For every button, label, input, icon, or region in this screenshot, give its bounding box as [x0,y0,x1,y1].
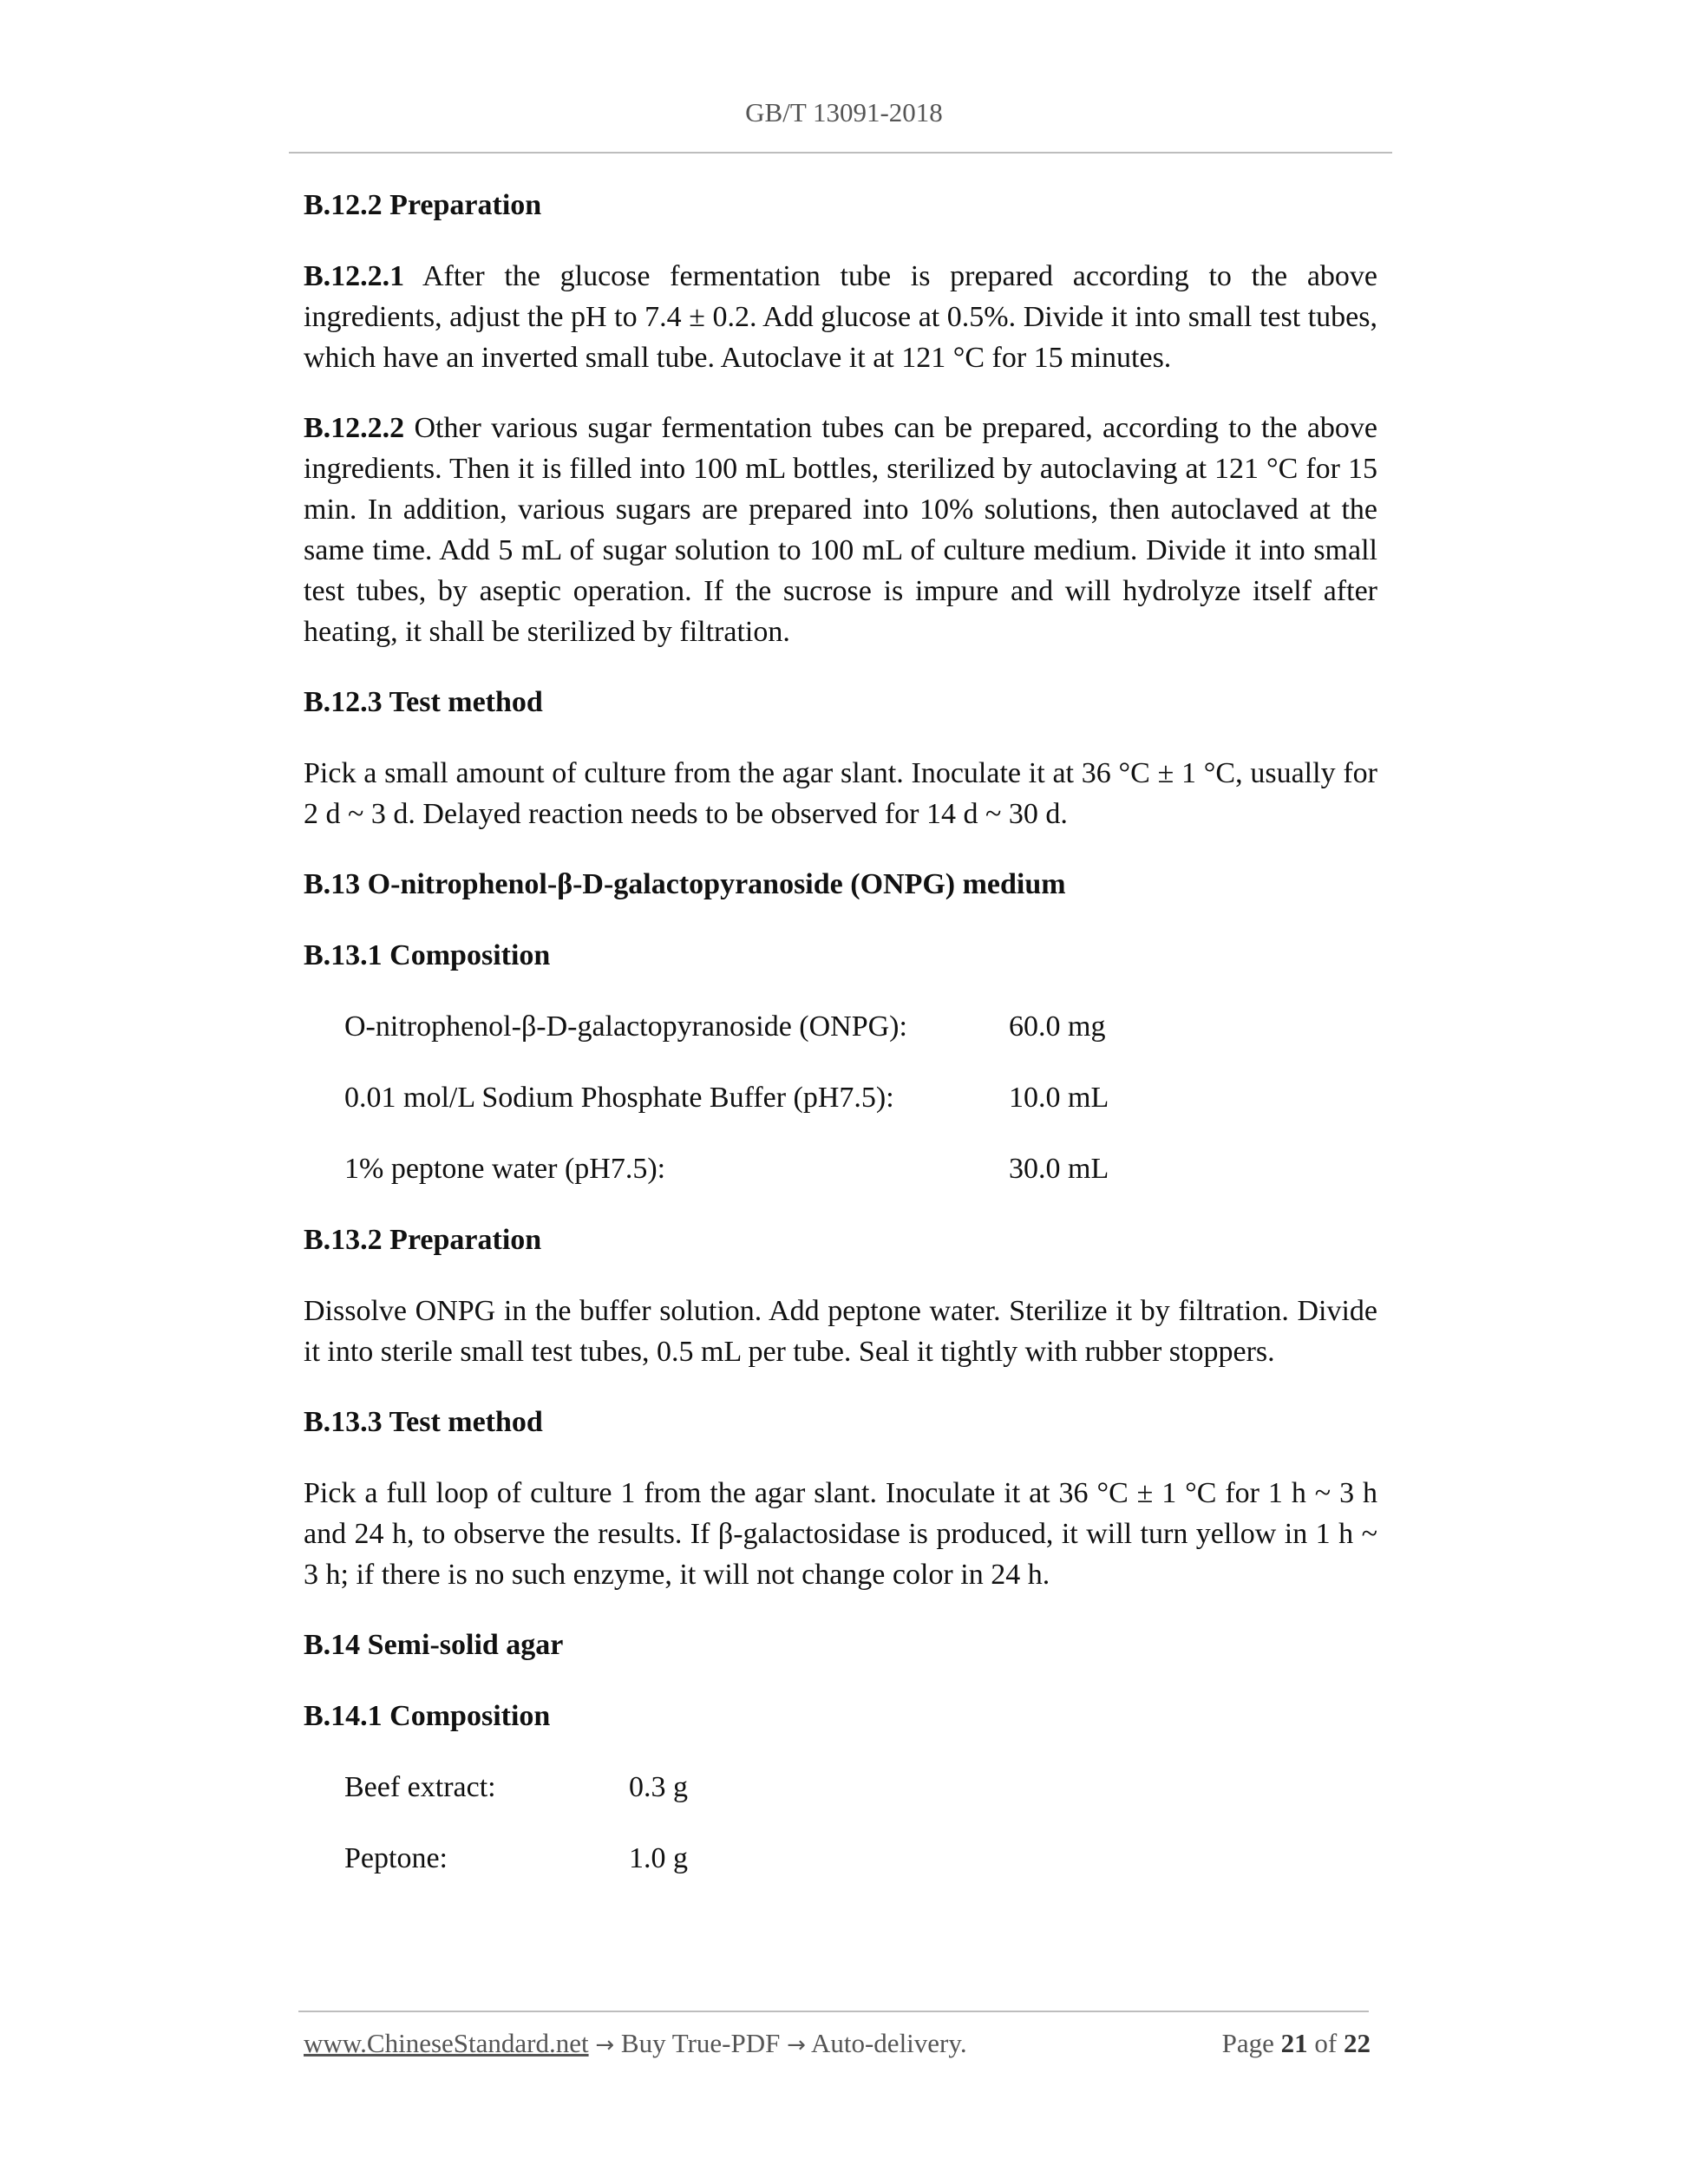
section-heading-b12-2: B.12.2 Preparation [304,189,542,221]
section-heading-b14-1: B.14.1 Composition [304,1700,551,1732]
paragraph-text: Other various sugar fermentation tubes can be prepared, according to the above ingredients. Then it is filled into 100 mL bottles, sterilized by autoclaving at 121 °C for 15 min. In addition, various sugars are prepared into 10% solutions, then autoclaved at the same time. Add 5 mL of sugar solution to 100 mL of culture medium. Divide it into small test tubes, by aseptic operation. If the sucrose is impure and will hydrolyze itself after heating, it shall be sterilized by filtration. [304,412,1377,648]
paragraph-b13-2: Dissolve ONPG in the buffer solution. Add peptone water. Sterilize it by filtration. Divide it into sterile small test tubes, 0.5 mL per tube. Seal it tightly with rubber stoppers. [304,1295,1377,1368]
clause-number: B.12.2.1 [304,260,405,292]
composition-row [304,1838,1377,1880]
ingredient-name: Beef extract: [344,1771,496,1803]
paragraph-b12-2-2 [304,408,1377,652]
ingredient-name: O-nitrophenol-β-D-galactopyranoside (ONPG): [344,1010,907,1043]
paragraph-b12-3: Pick a small amount of culture from the agar slant. Inoculate it at 36 °C ± 1 °C, usually for 2 d ~ 3 d. Delayed reaction needs to be observed for 14 d ~ 30 d. [304,757,1377,830]
header-divider [289,152,1392,154]
ingredient-name: 0.01 mol/L Sodium Phosphate Buffer (pH7.5): [344,1082,894,1114]
website-link[interactable]: www.ChineseStandard.net [304,2028,589,2058]
ingredient-amount: 30.0 mL [1009,1153,1109,1185]
paragraph-b13-3: Pick a full loop of culture 1 from the agar slant. Inoculate it at 36 °C ± 1 °C for 1 h ~ 3 h and 24 h, to observe the results. If β-galactosidase is produced, it will turn yellow in 1 h ~ 3 h; if there is no such enzyme, it will not change color in 24 h. [304,1477,1377,1591]
section-heading-b13-1: B.13.1 Composition [304,939,551,971]
section-heading-b13: B.13 O-nitrophenol-β-D-galactopyranoside (ONPG) medium [304,868,1066,900]
composition-row [304,1767,1377,1808]
of-label: of [1314,2028,1338,2058]
ingredient-amount: 10.0 mL [1009,1082,1109,1114]
footer-promo [304,2028,967,2059]
ingredient-name: Peptone: [344,1842,448,1874]
section-heading-b13-2: B.13.2 Preparation [304,1224,542,1256]
delivery-text: Auto-delivery. [810,2028,967,2058]
footer-divider [298,2011,1369,2012]
ingredient-amount: 1.0 g [629,1842,688,1874]
clause-number: B.12.2.2 [304,412,405,444]
section-heading-b13-3: B.13.3 Test method [304,1406,543,1438]
ingredient-name: 1% peptone water (pH7.5): [344,1153,666,1185]
paragraph-b12-2-1 [304,256,1377,378]
section-heading-b14: B.14 Semi-solid agar [304,1629,564,1661]
composition-row [304,1006,1377,1048]
page-header: GB/T 13091-2018 [745,97,943,128]
document-body [304,185,1377,1909]
page-number [1222,2028,1371,2059]
arrow-right-icon: → [595,2032,615,2058]
buy-text: Buy True-PDF [620,2028,781,2058]
ingredient-amount: 0.3 g [629,1771,688,1803]
paragraph-text: After the glucose fermentation tube is prepared according to the above ingredients, adjust the pH to 7.4 ± 0.2. Add glucose at 0.5%. Divide it into small test tubes, which have an inverted small tube. Autoclave it at 121 °C for 15 minutes. [304,260,1377,374]
composition-row [304,1077,1377,1119]
ingredient-amount: 60.0 mg [1009,1010,1106,1043]
page-label: Page [1221,2028,1274,2058]
section-heading-b12-3: B.12.3 Test method [304,686,543,718]
total-pages: 22 [1344,2028,1371,2058]
composition-row [304,1148,1377,1190]
current-page: 21 [1280,2028,1308,2058]
page-footer [304,2028,1371,2059]
arrow-right-icon: → [787,2032,806,2058]
